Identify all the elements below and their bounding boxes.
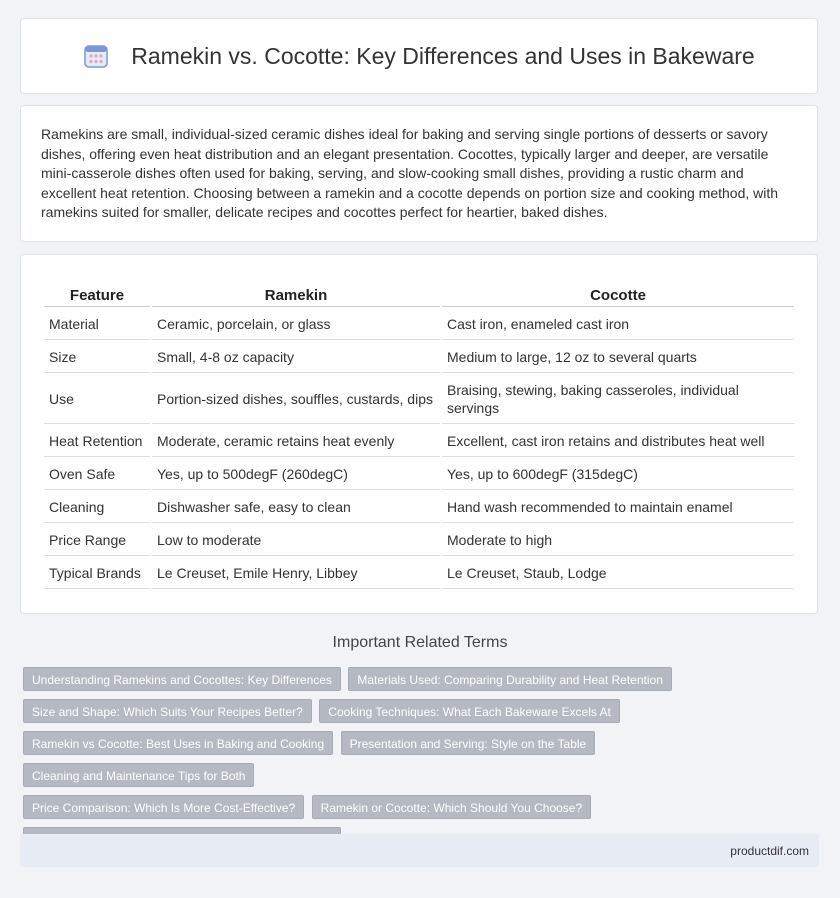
feature-cell: Material	[44, 309, 150, 340]
related-term-tag[interactable]: Presentation and Serving: Style on the Table	[341, 731, 596, 755]
page-header	[20, 18, 818, 94]
table-row	[44, 492, 794, 523]
cocotte-cell: Moderate to high	[442, 525, 794, 556]
header-cocotte: Cocotte	[442, 283, 794, 307]
table-row	[44, 309, 794, 340]
comparison-table-card	[20, 254, 818, 614]
related-term-tag[interactable]: Price Comparison: Which Is More Cost-Effective?	[23, 795, 304, 819]
related-term-tag[interactable]: Understanding Ramekins and Cocottes: Key Differences	[23, 667, 341, 691]
ramekin-cell: Dishwasher safe, easy to clean	[152, 492, 440, 523]
cocotte-cell: Le Creuset, Staub, Lodge	[442, 558, 794, 589]
calendar-grid-icon	[83, 43, 109, 69]
table-row	[44, 558, 794, 589]
cocotte-cell: Excellent, cast iron retains and distributes heat well	[442, 426, 794, 457]
footer-site[interactable]: productdif.com	[730, 843, 809, 858]
cocotte-cell: Yes, up to 600degF (315degC)	[442, 459, 794, 490]
related-term-tag[interactable]: Size and Shape: Which Suits Your Recipes Better?	[23, 699, 312, 723]
header-ramekin: Ramekin	[152, 283, 440, 307]
related-term-tag[interactable]: Cleaning and Maintenance Tips for Both	[23, 763, 254, 787]
table-row	[44, 525, 794, 556]
table-row	[44, 375, 794, 424]
related-terms-list	[23, 667, 823, 859]
related-terms-title: Important Related Terms	[332, 634, 508, 651]
related-term-tag[interactable]: Materials Used: Comparing Durability and Heat Retention	[348, 667, 671, 691]
feature-cell: Size	[44, 342, 150, 373]
feature-cell: Typical Brands	[44, 558, 150, 589]
cocotte-cell: Braising, stewing, baking casseroles, individual servings	[442, 375, 794, 424]
ramekin-cell: Low to moderate	[152, 525, 440, 556]
ramekin-cell: Moderate, ceramic retains heat evenly	[152, 426, 440, 457]
intro-text: Ramekins are small, individual-sized ceramic dishes ideal for baking and serving single portions of desserts or savory dishes, offering even heat distribution and an elegant presentation. Cocottes, typically larger and deeper, are versatile mini-casserole dishes often used for baking, serving, and slow-cooking small dishes, providing a rustic charm and excellent heat retention. Choosing between a ramekin and a cocotte depends on portion size and cooking method, with ramekins suited for smaller, delicate recipes and cocottes perfect for heartier, baked dishes.	[41, 126, 779, 221]
related-term-tag[interactable]: Cooking Techniques: What Each Bakeware Excels At	[319, 699, 620, 723]
ramekin-cell: Yes, up to 500degF (260degC)	[152, 459, 440, 490]
feature-cell: Cleaning	[44, 492, 150, 523]
header-feature: Feature	[44, 283, 150, 307]
page-title: Ramekin vs. Cocotte: Key Differences and Uses in Bakeware	[131, 42, 755, 69]
ramekin-cell: Ceramic, porcelain, or glass	[152, 309, 440, 340]
related-term-tag[interactable]: Ramekin vs Cocotte: Best Uses in Baking and Cooking	[23, 731, 333, 755]
ramekin-cell: Portion-sized dishes, souffles, custards, dips	[152, 375, 440, 424]
table-row	[44, 342, 794, 373]
feature-cell: Use	[44, 375, 150, 424]
cocotte-cell: Medium to large, 12 oz to several quarts	[442, 342, 794, 373]
cocotte-cell: Cast iron, enameled cast iron	[442, 309, 794, 340]
comparison-table	[42, 281, 796, 591]
related-term-tag[interactable]: Ramekin or Cocotte: Which Should You Choose?	[312, 795, 592, 819]
ramekin-cell: Small, 4-8 oz capacity	[152, 342, 440, 373]
table-row	[44, 426, 794, 457]
ramekin-cell: Le Creuset, Emile Henry, Libbey	[152, 558, 440, 589]
feature-cell: Oven Safe	[44, 459, 150, 490]
feature-cell: Price Range	[44, 525, 150, 556]
footer	[20, 834, 819, 867]
feature-cell: Heat Retention	[44, 426, 150, 457]
cocotte-cell: Hand wash recommended to maintain enamel	[442, 492, 794, 523]
table-header-row	[44, 283, 794, 307]
intro-card	[20, 105, 818, 242]
table-row	[44, 459, 794, 490]
